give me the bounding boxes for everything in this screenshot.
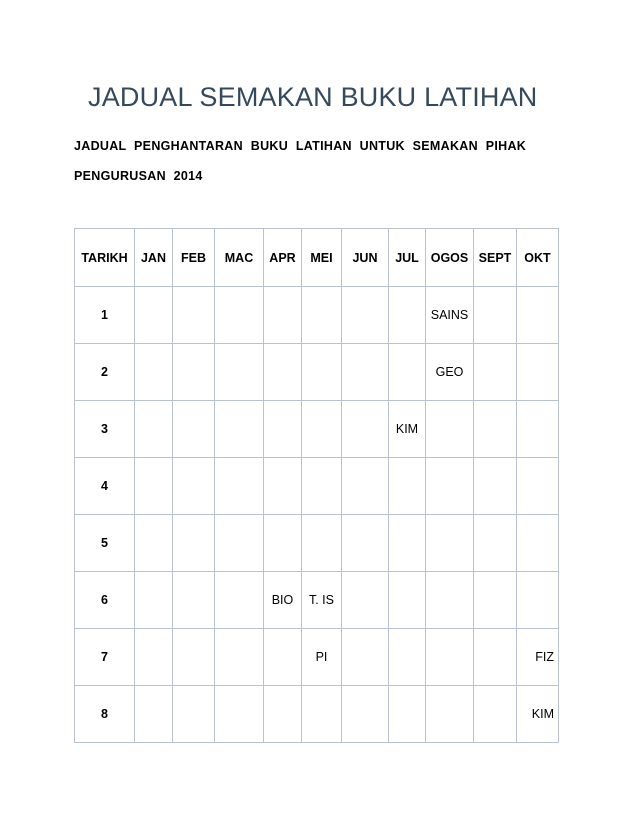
schedule-cell: SAINS — [426, 287, 474, 344]
table-row — [75, 287, 559, 344]
schedule-cell — [215, 287, 264, 344]
schedule-cell — [426, 629, 474, 686]
schedule-cell — [517, 287, 559, 344]
schedule-cell — [517, 401, 559, 458]
schedule-cell — [426, 572, 474, 629]
schedule-cell — [173, 287, 215, 344]
schedule-cell — [342, 458, 389, 515]
column-header: MAC — [215, 229, 264, 287]
schedule-cell — [342, 401, 389, 458]
schedule-cell — [215, 401, 264, 458]
schedule-cell — [135, 572, 173, 629]
schedule-cell — [342, 629, 389, 686]
schedule-cell — [474, 287, 517, 344]
schedule-cell — [389, 344, 426, 401]
schedule-cell — [173, 401, 215, 458]
schedule-cell: KIM — [389, 401, 426, 458]
schedule-cell — [302, 287, 342, 344]
schedule-cell — [389, 515, 426, 572]
column-header: APR — [264, 229, 302, 287]
date-cell: 5 — [75, 515, 135, 572]
schedule-cell — [389, 287, 426, 344]
schedule-cell: GEO — [426, 344, 474, 401]
schedule-cell — [173, 629, 215, 686]
schedule-cell — [215, 458, 264, 515]
schedule-cell — [302, 401, 342, 458]
schedule-cell — [135, 344, 173, 401]
schedule-cell — [264, 686, 302, 743]
schedule-cell — [264, 344, 302, 401]
schedule-cell — [342, 686, 389, 743]
schedule-cell — [342, 287, 389, 344]
date-cell: 1 — [75, 287, 135, 344]
table-row — [75, 686, 559, 743]
schedule-cell — [342, 572, 389, 629]
schedule-cell — [173, 344, 215, 401]
schedule-cell — [342, 515, 389, 572]
schedule-cell — [426, 686, 474, 743]
schedule-cell — [474, 401, 517, 458]
table-row — [75, 629, 559, 686]
schedule-cell — [215, 344, 264, 401]
column-header: JAN — [135, 229, 173, 287]
schedule-cell — [389, 629, 426, 686]
table-row — [75, 572, 559, 629]
schedule-cell — [135, 287, 173, 344]
schedule-cell — [135, 515, 173, 572]
schedule-cell — [173, 572, 215, 629]
schedule-cell — [215, 686, 264, 743]
schedule-cell — [474, 572, 517, 629]
schedule-cell — [135, 401, 173, 458]
schedule-cell — [389, 686, 426, 743]
schedule-table — [74, 228, 559, 743]
column-header: OGOS — [426, 229, 474, 287]
schedule-cell — [426, 458, 474, 515]
column-header: FEB — [173, 229, 215, 287]
table-header-row — [75, 229, 559, 287]
schedule-cell: FIZ — [517, 629, 559, 686]
table-row — [75, 344, 559, 401]
column-header: MEI — [302, 229, 342, 287]
schedule-cell — [426, 401, 474, 458]
schedule-cell — [474, 629, 517, 686]
schedule-cell — [342, 344, 389, 401]
table-row — [75, 515, 559, 572]
column-header: SEPT — [474, 229, 517, 287]
schedule-cell — [302, 458, 342, 515]
schedule-cell — [135, 629, 173, 686]
schedule-cell — [302, 344, 342, 401]
schedule-cell — [426, 515, 474, 572]
schedule-cell — [173, 686, 215, 743]
date-cell: 3 — [75, 401, 135, 458]
date-cell: 8 — [75, 686, 135, 743]
schedule-cell — [474, 344, 517, 401]
column-header: JUL — [389, 229, 426, 287]
date-cell: 2 — [75, 344, 135, 401]
schedule-cell — [264, 458, 302, 515]
schedule-cell — [264, 515, 302, 572]
schedule-cell: KIM — [517, 686, 559, 743]
schedule-cell — [517, 458, 559, 515]
schedule-cell — [474, 515, 517, 572]
schedule-cell — [173, 515, 215, 572]
schedule-cell — [264, 287, 302, 344]
date-cell: 6 — [75, 572, 135, 629]
schedule-cell — [215, 572, 264, 629]
table-row — [75, 401, 559, 458]
column-header: OKT — [517, 229, 559, 287]
subtitle: JADUAL PENGHANTARAN BUKU LATIHAN UNTUK SEMAKAN PIHAK PENGURUSAN 2014 — [74, 139, 527, 183]
schedule-cell — [389, 572, 426, 629]
schedule-cell — [517, 344, 559, 401]
page-title: JADUAL SEMAKAN BUKU LATIHAN — [88, 82, 538, 112]
date-cell: 4 — [75, 458, 135, 515]
schedule-cell: BIO — [264, 572, 302, 629]
schedule-cell — [264, 401, 302, 458]
schedule-cell — [474, 458, 517, 515]
schedule-cell — [173, 458, 215, 515]
table-row — [75, 458, 559, 515]
schedule-cell — [135, 686, 173, 743]
schedule-cell — [474, 686, 517, 743]
column-header: TARIKH — [75, 229, 135, 287]
schedule-cell: PI — [302, 629, 342, 686]
schedule-cell — [264, 629, 302, 686]
date-cell: 7 — [75, 629, 135, 686]
schedule-cell — [302, 515, 342, 572]
schedule-cell — [215, 629, 264, 686]
schedule-cell — [215, 515, 264, 572]
schedule-cell — [135, 458, 173, 515]
schedule-cell — [517, 572, 559, 629]
schedule-cell — [302, 686, 342, 743]
schedule-cell — [517, 515, 559, 572]
schedule-cell — [389, 458, 426, 515]
column-header: JUN — [342, 229, 389, 287]
schedule-cell: T. IS — [302, 572, 342, 629]
